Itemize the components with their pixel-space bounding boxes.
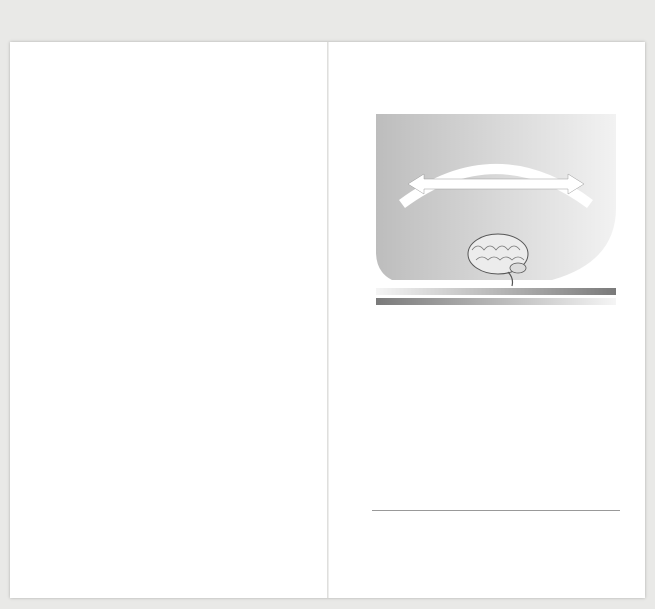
- book-spread: [10, 42, 645, 598]
- right-page: [329, 42, 646, 598]
- cascade-diagram: [372, 112, 620, 312]
- concept-band: [376, 298, 616, 305]
- prediction-band: [376, 288, 616, 295]
- footnote: [372, 510, 620, 515]
- left-page: [10, 42, 327, 598]
- concept-cascade-figure: [372, 104, 620, 282]
